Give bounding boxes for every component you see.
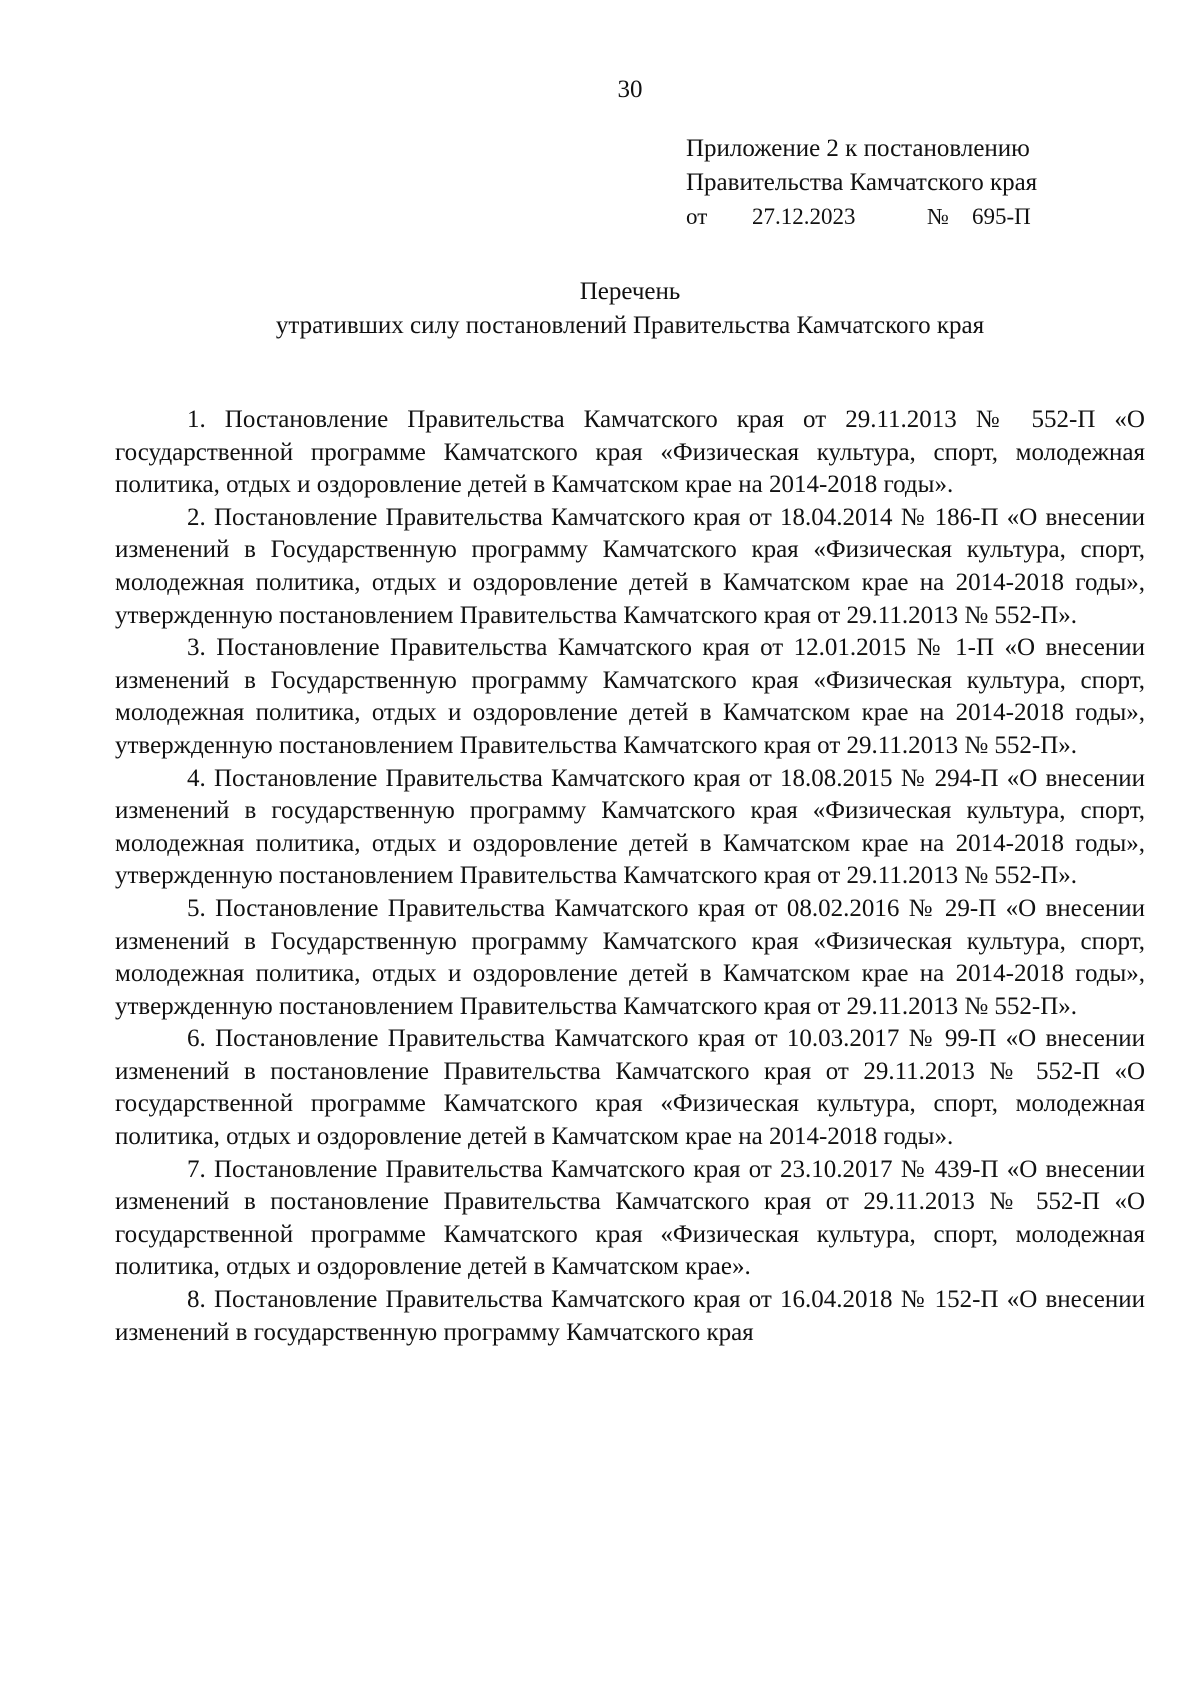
appendix-number: 695-П (972, 204, 1031, 229)
item-number: 5. (187, 894, 206, 922)
item-text: Постановление Правительства Камчатского края от 10.03.2017 № 99-П «О внесении изменений в постановление Правительства Камчатского края от 29.11.2013 № 552-П «О государственной программе Камчатского края «Физическая культура, спорт, молодежная политика, отдых и оздоровление детей в Камчатском крае на 2014-2018 годы». (115, 1025, 1146, 1151)
item-number: 4. (187, 764, 206, 792)
list-item (115, 763, 1145, 893)
page-number: 30 (617, 76, 643, 103)
list-item (115, 1284, 1145, 1349)
item-text: Постановление Правительства Камчатского края от 18.04.2014 № 186-П «О внесении изменений в Государственную программу Камчатского края «Физическая культура, спорт, молодежная политика, отдых и оздоровление детей в Камчатском крае на 2014-2018 годы», утвержденную постановлением Правительства Камчатского края от 29.11.2013 № 552-П». (115, 503, 1146, 629)
list-item (115, 893, 1145, 1023)
item-number: 6. (187, 1025, 206, 1053)
appendix-line-2: Правительства Камчатского края (686, 169, 1038, 196)
heading-line-1: Перечень (579, 278, 681, 305)
appendix-line-1: Приложение 2 к постановлению (686, 135, 1030, 162)
list-item (115, 632, 1145, 762)
item-text: Постановление Правительства Камчатского края от 08.02.2016 № 29-П «О внесении изменений в Государственную программу Камчатского края «Физическая культура, спорт, молодежная политика, отдых и оздоровление детей в Камчатском крае на 2014-2018 годы», утвержденную постановлением Правительства Камчатского края от 29.11.2013 № 552-П». (115, 894, 1146, 1020)
document-heading (0, 275, 1200, 343)
heading-line-2: утративших силу постановлений Правительства Камчатского края (275, 312, 985, 339)
list-item (115, 1154, 1145, 1284)
appendix-block (686, 132, 1037, 234)
appendix-reference (686, 200, 1037, 234)
list-item (115, 502, 1145, 632)
item-number: 1. (187, 406, 206, 433)
item-text: Постановление Правительства Камчатского края от 29.11.2013 № 552-П «О государственной программе Камчатского края «Физическая культура, спорт, молодежная политика, отдых и оздоровление детей в Камчатском крае на 2014-2018 годы». (115, 406, 1145, 499)
list-item (115, 1023, 1145, 1153)
item-text: Постановление Правительства Камчатского края от 23.10.2017 № 439-П «О внесении изменений в постановление Правительства Камчатского края от 29.11.2013 № 552-П «О государственной программе Камчатского края «Физическая культура, спорт, молодежная политика, отдых и оздоровление детей в Камчатском крае». (115, 1155, 1146, 1281)
item-number: 8. (187, 1286, 206, 1314)
appendix-number-sign: № (927, 204, 949, 229)
item-number: 3. (187, 634, 206, 662)
appendix-from-label: от (686, 204, 708, 229)
item-text: Постановление Правительства Камчатского края от 16.04.2018 № 152-П «О внесении изменений в государственную программу Камчатского края (115, 1286, 1146, 1346)
item-text: Постановление Правительства Камчатского края от 12.01.2015 № 1-П «О внесении изменений в Государственную программу Камчатского края «Физическая культура, спорт, молодежная политика, отдых и оздоровление детей в Камчатском крае на 2014-2018 годы», утвержденную постановлением Правительства Камчатского края от 29.11.2013 № 552-П». (115, 634, 1146, 759)
appendix-date: 27.12.2023 (752, 204, 856, 229)
items-list (115, 404, 1145, 1349)
item-number: 7. (187, 1155, 206, 1183)
list-item (115, 404, 1145, 502)
item-number: 2. (187, 503, 206, 531)
item-text: Постановление Правительства Камчатского края от 18.08.2015 № 294-П «О внесении изменений в государственную программу Камчатского края «Физическая культура, спорт, молодежная политика, отдых и оздоровление детей в Камчатском крае на 2014-2018 годы», утвержденную постановлением Правительства Камчатского края от 29.11.2013 № 552-П». (115, 764, 1146, 890)
